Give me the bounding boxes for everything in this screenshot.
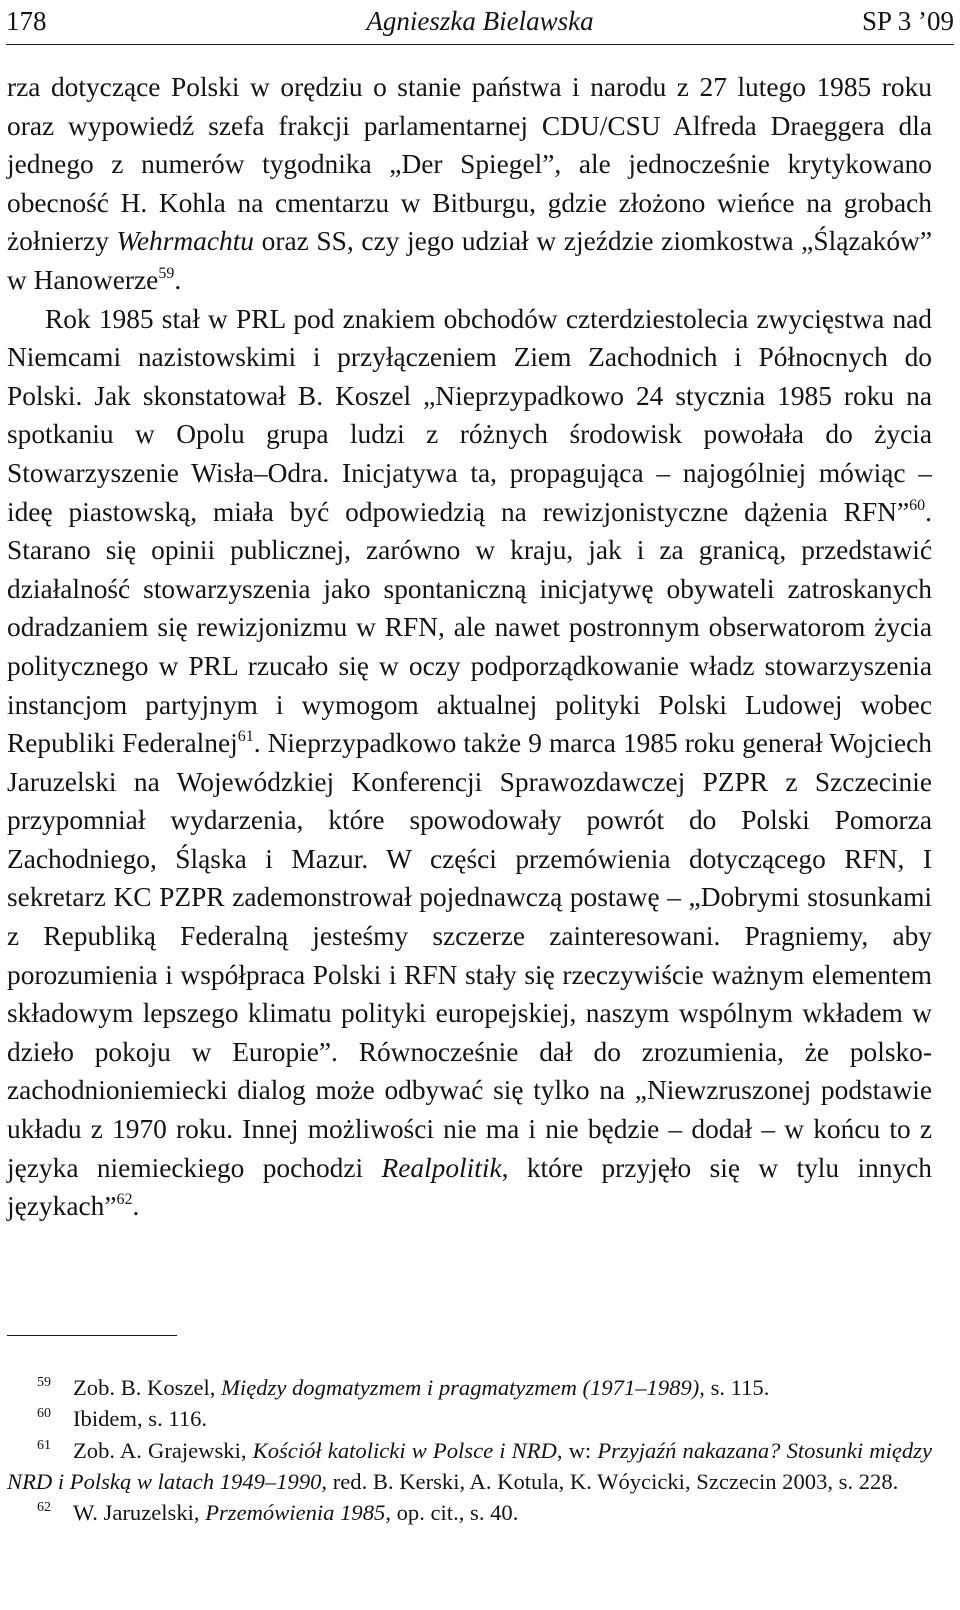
text-run: , w:	[556, 1437, 598, 1463]
italic-text: Przyjaźń nakazana? Stosunki między NRD i Polską w latach 1949–1990	[7, 1437, 932, 1494]
italic-text: Wehrmachtu	[116, 226, 254, 257]
italic-text: Kościół katolicki w Polsce i NRD	[252, 1437, 557, 1463]
footnote-ref: 60	[909, 496, 926, 514]
footnote	[7, 1497, 932, 1528]
text-run: . Nieprzypadkowo także 9 marca 1985 roku generał Wojciech Jaruzelski na Wojewódzkiej Konferencji Sprawozdawczej PZPR z Szczecinie przypomniał wydarzenia, które spowodowały powrót do Polski Pomorza Zachodniego, Śląska i Mazur. W części przemówienia dotyczącego RFN, I sekretarz KC PZPR zademonstrował pojednawczą postawę – „Dobrymi stosunkami z Republiką Federalną jesteśmy szczerze zainteresowani. Pragniemy, aby porozumienia i współpraca Polski i RFN stały się rzeczywiście ważnym elementem składowym lepszego klimatu polityki europejskiej, naszym wspólnym wkładem w dzieło pokoju w Europie”. Równocześnie dał do zrozumienia, że polsko-zachodnioniemiecki dialog może odbywać się tylko na „Niewzruszonej podstawie układu z 1970 roku. Innej możliwości nie ma i nie będzie – dodał – w końcu to z języka niemieckiego pochodzi	[7, 728, 932, 1183]
footnote-number	[37, 1403, 73, 1434]
text-run: oraz SS, czy jego udział w zjeździe ziomkostwa „Ślązaków” w Hanowerze	[7, 226, 932, 295]
footnote-number-text: 62	[37, 1500, 51, 1516]
paragraph	[7, 300, 932, 1226]
footnote-number	[37, 1497, 73, 1528]
text-run: , red. B. Kerski, A. Kotula, K. Wóycicki, Szczecin 2003, s. 228.	[321, 1468, 899, 1494]
footnotes	[7, 1372, 932, 1528]
italic-text: Realpolitik	[381, 1152, 502, 1183]
footnote-separator	[7, 1335, 177, 1336]
running-header-author: Agnieszka Bielawska	[366, 6, 594, 36]
footnote-number-text: 61	[37, 1437, 51, 1453]
footnote-number	[37, 1372, 73, 1403]
footnote	[7, 1435, 932, 1498]
footnote	[7, 1372, 932, 1403]
text-run: rza dotyczące Polski w orędziu o stanie państwa i narodu z 27 lutego 1985 roku oraz wypowiedź szefa frakcji parlamentarnej CDU/CSU Alfreda Draeggera dla jednego z numerów tygodnika „Der Spiegel”, ale jednocześnie krytykowano obecność H. Kohla na cmentarzu w Bitburgu, gdzie złożono wieńce na grobach żołnierzy	[7, 72, 932, 257]
text-run: Ibidem, s. 116.	[73, 1406, 208, 1432]
footnote	[7, 1403, 932, 1434]
header-rule	[6, 44, 954, 45]
italic-text: Przemówienia 1985	[205, 1500, 386, 1526]
running-header	[6, 2, 954, 40]
italic-text: Między dogmatyzmem i pragmatyzmem (1971–1989)	[221, 1375, 700, 1400]
running-header-journal: SP 3 ’09	[861, 6, 954, 36]
footnote-ref: 59	[158, 264, 175, 282]
text-run: .	[132, 1191, 140, 1222]
footnote-ref: 61	[237, 728, 254, 746]
text-run: .	[174, 264, 182, 295]
text-run: , s. 115.	[699, 1375, 770, 1400]
footnote-number-text: 59	[37, 1375, 51, 1390]
text-run: Zob. B. Koszel,	[73, 1375, 222, 1400]
text-run: Zob. A. Grajewski,	[73, 1437, 253, 1463]
text-run: , które przyjęło się w tylu innych językach”	[7, 1152, 932, 1222]
footnote-ref: 62	[116, 1191, 133, 1209]
footnote-number-text: 60	[37, 1406, 51, 1422]
text-run: . Starano się opinii publicznej, zarówno w kraju, jak i za granicą, przedstawić działalność stowarzyszenia jako spontaniczną inicjatywę obywateli zatroskanych odradzaniem się rewizjonizmu w RFN, ale nawet postronnym obserwatorom życia politycznego w PRL rzucało się w oczy podporządkowanie władz stowarzyszenia instancjom partyjnym i wymogom aktualnej polityki Polski Ludowej wobec Republiki Federalnej	[7, 496, 932, 759]
text-run: W. Jaruzelski,	[73, 1500, 206, 1526]
paragraph	[7, 68, 932, 300]
body-text	[7, 68, 932, 1226]
text-run: , op. cit., s. 40.	[385, 1500, 519, 1526]
text-run: Rok 1985 stał w PRL pod znakiem obchodów czterdziestolecia zwycięstwa nad Niemcami nazistowskimi i przyłączeniem Ziem Zachodnich i Północnych do Polski. Jak skonstatował B. Koszel „Nieprzypadkowo 24 stycznia 1985 roku na spotkaniu w Opolu grupa ludzi z różnych środowisk powołała do życia Stowarzyszenie Wisła–Odra. Inicjatywa ta, propagująca – najogólniej mówiąc – ideę piastowską, miała być odpowiedzią na rewizjonistyczne dążenia RFN”	[7, 303, 932, 527]
page-number: 178	[6, 6, 47, 36]
footnote-number	[37, 1435, 73, 1466]
